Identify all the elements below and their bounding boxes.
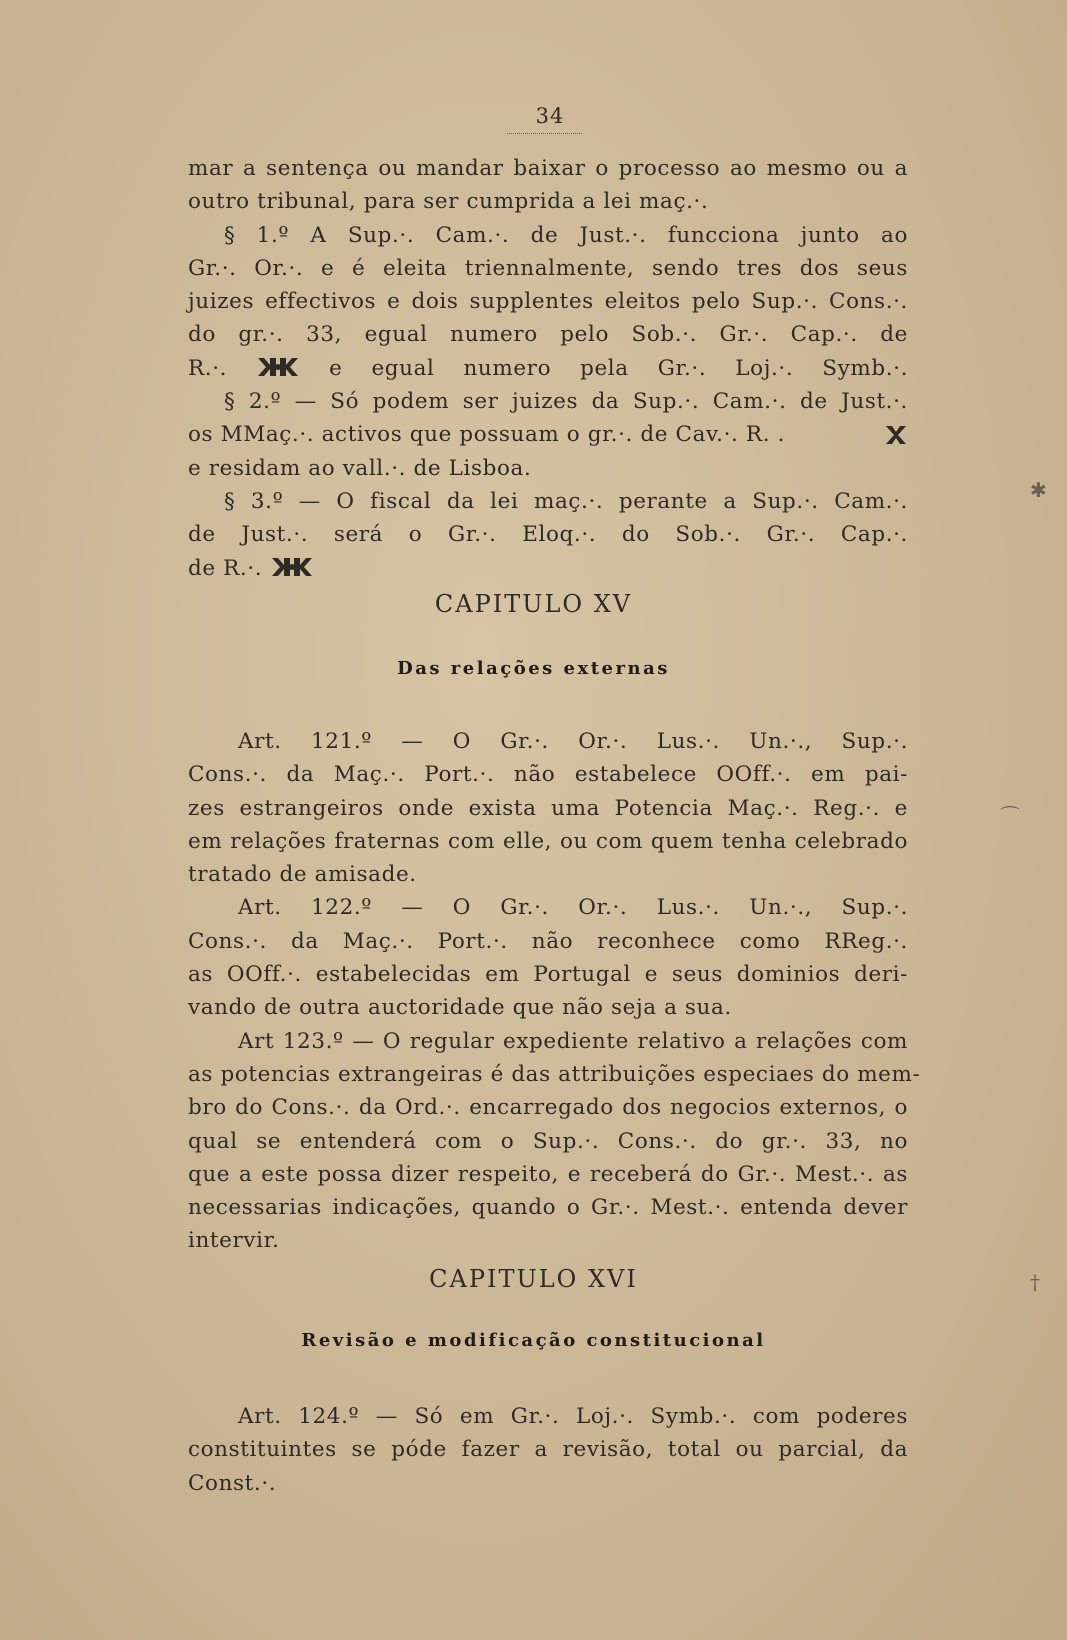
text-line: tratado de amisade.: [188, 862, 417, 888]
text-line: bro do Cons.·. da Ord.·. encarregado dos negocios externos, o: [188, 1095, 908, 1121]
text-line: Art. 124.º — Só em Gr.·. Loj.·. Symb.·. com poderes: [238, 1404, 908, 1429]
text-line: Art. 122.º — O Gr.·. Or.·. Lus.·. Un.·., Sup.·.: [238, 895, 908, 921]
text-line: juizes effectivos e dois supplentes eleitos pelo Sup.·. Cons.·.: [188, 289, 908, 315]
text-line: do gr.·. 33, egual numero pelo Sob.·. Gr.·. Cap.·. de: [188, 322, 908, 348]
text-line: mar a sentença ou mandar baixar o processo ao mesmo ou a: [188, 156, 908, 181]
text-line: as OOff.·. estabelecidas em Portugal e seus dominios deri-: [188, 962, 908, 988]
text-line: § 2.º — Só podem ser juizes da Sup.·. Cam.·. de Just.·.: [224, 389, 908, 415]
margin-mark: ⌒: [1000, 804, 1020, 828]
margin-mark: ✱: [1030, 478, 1047, 502]
paragraph-block-3: [188, 1400, 908, 1500]
text-line: Const.·.: [188, 1470, 277, 1496]
margin-mark: †: [1030, 1270, 1040, 1294]
text-line: qual se entenderá com o Sup.·. Cons.·. do gr.·. 33, no: [188, 1128, 908, 1154]
paragraph-block-1: [188, 152, 908, 585]
text-line: Art. 121.º — O Gr.·. Or.·. Lus.·. Un.·., Sup.·.: [238, 729, 908, 754]
section-subtitle: Das relações externas: [397, 658, 670, 679]
text-line: Gr.·. Or.·. e é eleita triennalmente, sendo tres dos seus: [188, 255, 908, 281]
text-line: em relações fraternas com elle, ou com quem tenha celebrado: [188, 828, 908, 854]
text-line: de Just.·. será o Gr.·. Eloq.·. do Sob.·. Gr.·. Cap.·.: [188, 522, 908, 548]
text-line: § 3.º — O fiscal da lei maç.·. perante a Sup.·. Cam.·.: [224, 488, 908, 514]
text-line-with-cross: [188, 418, 908, 451]
paragraph-block-2: [188, 725, 921, 1258]
text-line: § 1.º A Sup.·. Cam.·. de Just.·. funcciona junto ao: [224, 222, 908, 248]
text-line: outro tribunal, para ser cumprida a lei maç.·.: [188, 189, 709, 215]
text-line: Art 123.º — O regular expediente relativo a relações com: [238, 1028, 908, 1054]
text-line: zes estrangeiros onde exista uma Potencia Maç.·. Reg.·. e: [188, 795, 908, 821]
section-subtitle: Revisão e modificação constitucional: [301, 1330, 766, 1351]
text-fragment: R.·.: [188, 355, 228, 381]
text-line-with-cross: [188, 552, 908, 585]
text-line: as potencias extrangeiras é das attribuições especiaes do mem-: [188, 1061, 921, 1087]
cross-ornament-icon: [884, 424, 908, 446]
page-number-rule: [507, 133, 582, 134]
text-line: constituintes se póde fazer a revisão, total ou parcial, da: [188, 1437, 908, 1463]
chapter-title: CAPITULO XVI: [429, 1265, 638, 1293]
text-line: Cons.·. da Maç.·. Port.·. não reconhece como RReg.·.: [188, 928, 908, 954]
cross-ornament-icon: [270, 556, 314, 578]
text-line-with-cross: [188, 352, 908, 385]
page-number: 34: [535, 104, 565, 128]
text-line: necessarias indicações, quando o Gr.·. Mest.·. entenda dever: [188, 1195, 908, 1221]
cross-ornament-icon: [256, 356, 300, 378]
text-line: Cons.·. da Maç.·. Port.·. não estabelece OOff.·. em pai-: [188, 762, 908, 788]
text-line: e residam ao vall.·. de Lisboa.: [188, 455, 532, 481]
text-fragment: e egual numero pela Gr.·. Loj.·. Symb.·.: [329, 355, 909, 381]
text-line: vando de outra auctoridade que não seja a sua.: [188, 995, 732, 1021]
text-line: intervir.: [188, 1228, 280, 1254]
text-fragment: os MMaç.·. activos que possuam o gr.·. de Cav.·. R. .: [188, 422, 786, 448]
text-fragment: de R.·.: [188, 555, 263, 581]
text-line: que a este possa dizer respeito, e receberá do Gr.·. Mest.·. as: [188, 1161, 908, 1187]
chapter-title: CAPITULO XV: [434, 590, 633, 618]
